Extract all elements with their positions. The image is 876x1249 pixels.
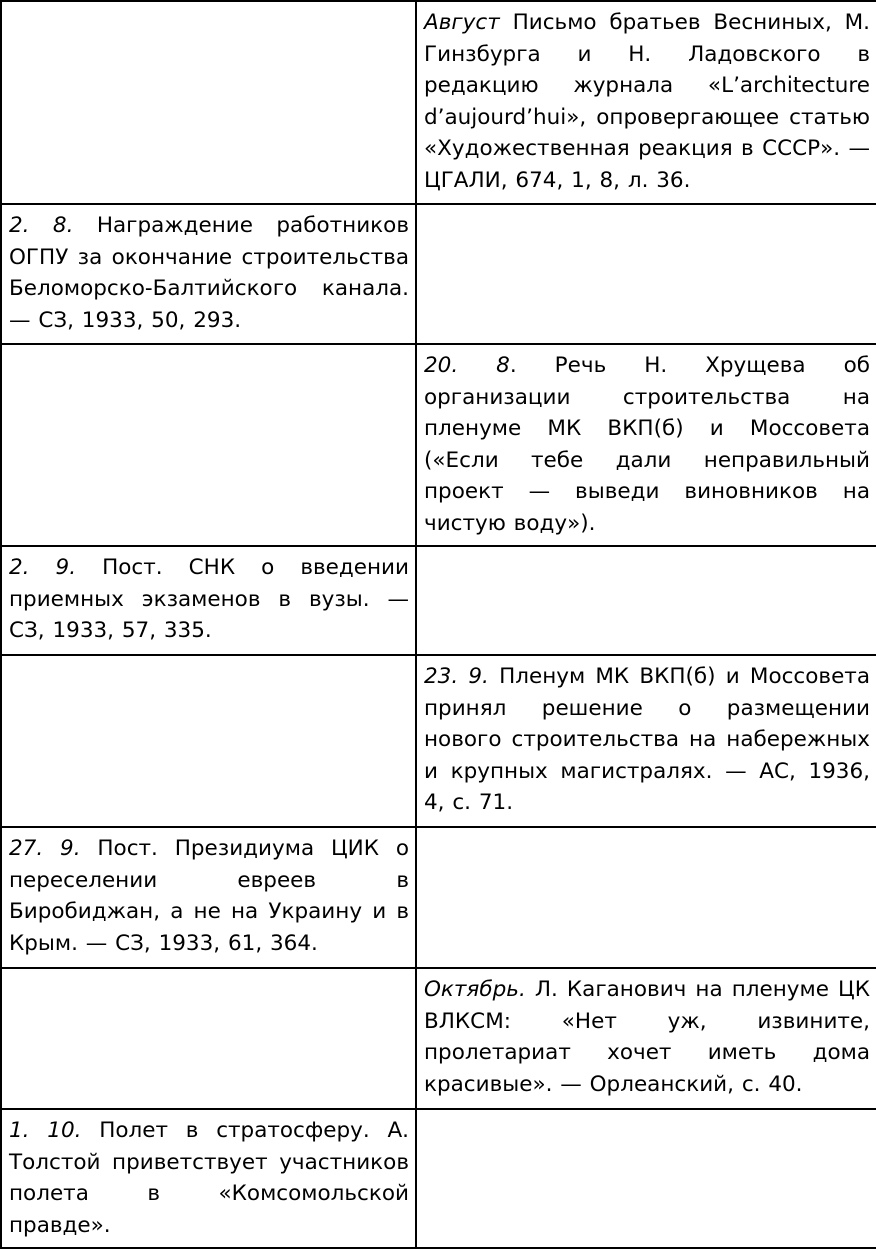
entry-text: Пост. СНК о введении приемных экзаменов в вузы. — СЗ, 1933, 57, 335. bbox=[9, 555, 409, 643]
entry-text: Пост. Президиума ЦИК о переселении евреев в Биробиджан, а не на Украину и в Крым. — СЗ, 1933, 61, 364. bbox=[9, 836, 409, 956]
entry-text: Письмо братьев Весниных, М. Гинзбурга и Н. Ладовского в редакцию журнала «L’architecture d’aujourd’hui», опровергающее статью «Художественная реакция в СССР». — ЦГАЛИ, 674, 1, 8, л. 36. bbox=[424, 10, 870, 193]
entry-text: Пленум МК ВКП(б) и Моссовета принял решение о размещении нового строительства на набережных и крупных магистралях. — АС, 1936, 4, с. 71. bbox=[424, 664, 870, 815]
left-cell bbox=[1, 546, 416, 655]
right-cell bbox=[416, 344, 876, 546]
left-cell-empty bbox=[1, 1, 416, 204]
right-cell bbox=[416, 655, 876, 827]
table-row bbox=[1, 546, 876, 655]
table-row bbox=[1, 204, 876, 344]
table-row bbox=[1, 1, 876, 204]
entry-date: 1. 10. bbox=[9, 1118, 82, 1143]
left-cell-empty bbox=[1, 344, 416, 546]
entry-date: Октябрь. bbox=[424, 977, 526, 1002]
right-cell-empty bbox=[416, 204, 876, 344]
left-cell bbox=[1, 827, 416, 968]
right-cell-empty bbox=[416, 1109, 876, 1248]
entry-text: Награждение работников ОГПУ за окончание строительства Беломорско-Балтийского канала. — СЗ, 1933, 50, 293. bbox=[9, 213, 409, 333]
left-cell bbox=[1, 1109, 416, 1248]
table-row bbox=[1, 968, 876, 1109]
right-cell-empty bbox=[416, 546, 876, 655]
entry-date: 2. 8. bbox=[9, 213, 74, 238]
entry-date: Август bbox=[424, 10, 500, 35]
table-row bbox=[1, 655, 876, 827]
right-cell-empty bbox=[416, 827, 876, 968]
entry-text: . Речь Н. Хрущева об организации строительства на пленуме МК ВКП(б) и Моссовета («Если тебе дали неправильный проект — выведи виновников на чистую воду»). bbox=[424, 353, 870, 536]
entry-text: Полет в стратосферу. А. Толстой приветствует участников полета в «Комсомольской правде». bbox=[9, 1118, 409, 1238]
table-row bbox=[1, 1109, 876, 1248]
left-cell-empty bbox=[1, 968, 416, 1109]
right-cell bbox=[416, 968, 876, 1109]
left-cell-empty bbox=[1, 655, 416, 827]
entry-date: 23. 9. bbox=[424, 664, 489, 689]
entry-text: Л. Каганович на пленуме ЦК ВЛКСМ: «Нет уж, извините, пролетариат хочет иметь дома красивые». — Орлеанский, с. 40. bbox=[424, 977, 870, 1097]
right-cell bbox=[416, 1, 876, 204]
table-row bbox=[1, 827, 876, 968]
left-cell bbox=[1, 204, 416, 344]
entry-date: 20. 8 bbox=[424, 353, 510, 378]
table-row bbox=[1, 344, 876, 546]
entry-date: 27. 9. bbox=[9, 836, 81, 861]
entry-date: 2. 9. bbox=[9, 555, 77, 580]
